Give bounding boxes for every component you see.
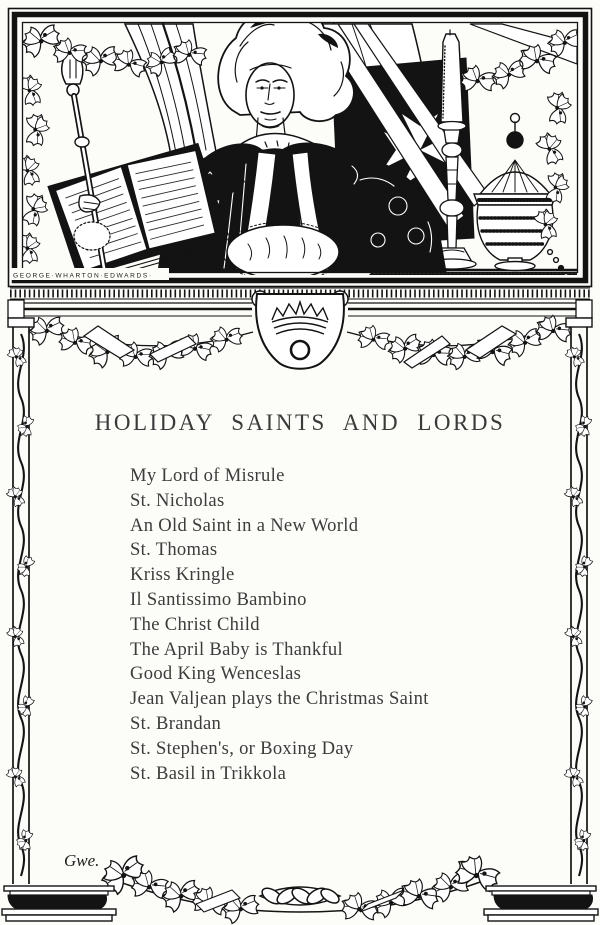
column-base-right <box>484 886 598 921</box>
toc-item: The Christ Child <box>130 613 260 635</box>
toc-item: Kriss Kringle <box>130 564 235 586</box>
face-icon <box>246 63 294 142</box>
bottom-garland <box>92 846 507 925</box>
headpiece-illustration <box>9 2 592 287</box>
toc-item: My Lord of Misrule <box>130 465 285 486</box>
toc-item: St. Nicholas <box>130 489 225 511</box>
candle-icon <box>441 30 463 122</box>
artist-signature <box>11 268 169 280</box>
toc-item: An Old Saint in a New World <box>130 514 359 536</box>
toc-item: Jean Valjean plays the Christmas Saint <box>130 688 429 710</box>
artist-monogram-text: Gwe. <box>64 851 100 870</box>
column-base-left <box>2 886 116 921</box>
garland-swag-right-icon <box>347 309 576 372</box>
toc-item: Il Santissimo Bambino <box>130 588 307 610</box>
curtain-left-icon <box>125 24 218 162</box>
page-title: HOLIDAY SAINTS AND LORDS <box>94 410 506 435</box>
garland-swag-left-icon <box>23 310 253 374</box>
toc-item: The April Baby is Thankful <box>130 638 343 660</box>
toc-item: St. Brandan <box>130 712 222 734</box>
column-left <box>3 318 39 884</box>
artist-signature-text: GEORGE·WHARTON·EDWARDS· <box>13 272 153 280</box>
toc-item: St. Thomas <box>130 539 218 561</box>
table-of-contents <box>130 464 490 786</box>
column-right <box>561 318 597 884</box>
toc-item: St. Basil in Trikkola <box>130 762 287 784</box>
toc-item: St. Stephen's, or Boxing Day <box>130 737 354 759</box>
toc-item: Good King Wenceslas <box>130 663 302 685</box>
crown-cartouche <box>252 291 348 369</box>
celtic-knot-icon <box>259 885 341 907</box>
